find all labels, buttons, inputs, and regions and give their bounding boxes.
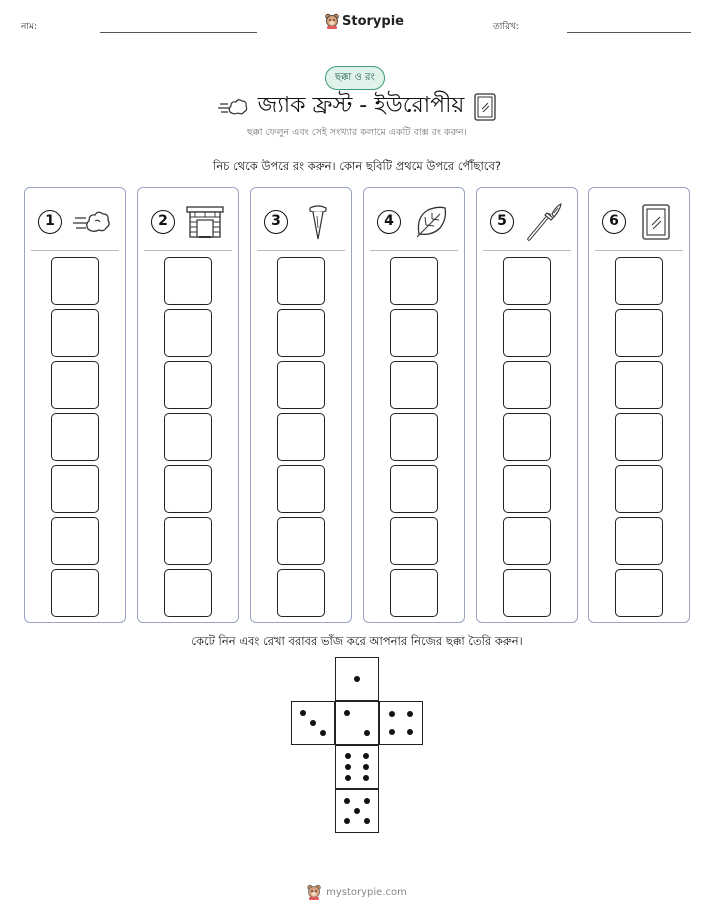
die-pip bbox=[345, 753, 351, 759]
die-face-5 bbox=[335, 789, 379, 833]
die-pip bbox=[407, 729, 413, 735]
color-box[interactable] bbox=[503, 413, 551, 461]
color-box[interactable] bbox=[277, 257, 325, 305]
leaf-icon bbox=[411, 202, 451, 242]
column-header bbox=[589, 202, 689, 242]
column-divider bbox=[370, 250, 458, 251]
name-line[interactable] bbox=[100, 32, 257, 33]
die-pip bbox=[354, 676, 360, 682]
color-box[interactable] bbox=[390, 413, 438, 461]
die-pip bbox=[354, 808, 360, 814]
color-box[interactable] bbox=[164, 413, 212, 461]
color-box[interactable] bbox=[390, 465, 438, 513]
color-box[interactable] bbox=[164, 569, 212, 617]
color-box[interactable] bbox=[615, 361, 663, 409]
page-title: জ্যাক ফ্রস্ট - ইউরোপীয় bbox=[257, 93, 465, 118]
die-pip bbox=[363, 753, 369, 759]
color-box[interactable] bbox=[503, 569, 551, 617]
cut-fold-instruction: কেটে নিন এবং রেখা বরাবর ভাঁজ করে আপনার নিজের ছক্কা তৈরি করুন। bbox=[191, 634, 523, 648]
race-question: নিচ থেকে উপরে রং করুন। কোন ছবিটি প্রথমে উপরে পৌঁছাবে? bbox=[213, 159, 501, 173]
die-pip bbox=[389, 711, 395, 717]
die-pip bbox=[364, 798, 370, 804]
paintbrush-icon bbox=[524, 202, 564, 242]
footer-site-link[interactable]: mystorypie.com bbox=[326, 886, 407, 898]
footer bbox=[0, 884, 714, 900]
icicle-icon bbox=[298, 202, 338, 242]
color-box[interactable] bbox=[615, 569, 663, 617]
die-face-3 bbox=[291, 701, 335, 745]
die-pip bbox=[344, 710, 350, 716]
color-box[interactable] bbox=[390, 257, 438, 305]
die-face-2 bbox=[335, 701, 379, 745]
color-box[interactable] bbox=[390, 569, 438, 617]
name-label: নাম: bbox=[21, 22, 38, 32]
color-box[interactable] bbox=[390, 361, 438, 409]
color-box[interactable] bbox=[51, 569, 99, 617]
die-pip bbox=[344, 818, 350, 824]
column-header bbox=[25, 202, 125, 242]
fireplace-icon bbox=[185, 202, 225, 242]
color-box[interactable] bbox=[615, 309, 663, 357]
color-box[interactable] bbox=[503, 257, 551, 305]
die-pip bbox=[345, 775, 351, 781]
color-box[interactable] bbox=[615, 465, 663, 513]
color-box[interactable] bbox=[164, 257, 212, 305]
die-pip bbox=[389, 729, 395, 735]
color-box[interactable] bbox=[503, 361, 551, 409]
die-face-6 bbox=[335, 745, 379, 789]
date-line[interactable] bbox=[567, 32, 691, 33]
wind-gust-icon bbox=[72, 202, 112, 242]
column-divider bbox=[257, 250, 345, 251]
die-pip bbox=[364, 730, 370, 736]
title-row bbox=[0, 88, 714, 125]
column-number: 5 bbox=[490, 210, 514, 234]
column-divider bbox=[595, 250, 683, 251]
color-box[interactable] bbox=[277, 309, 325, 357]
column-divider bbox=[483, 250, 571, 251]
column-header bbox=[251, 202, 351, 242]
color-box[interactable] bbox=[390, 309, 438, 357]
color-box[interactable] bbox=[164, 465, 212, 513]
color-box[interactable] bbox=[51, 257, 99, 305]
die-pip bbox=[345, 764, 351, 770]
die-pip bbox=[344, 798, 350, 804]
column-5 bbox=[476, 187, 578, 623]
color-box[interactable] bbox=[51, 465, 99, 513]
color-box[interactable] bbox=[51, 517, 99, 565]
column-header bbox=[364, 202, 464, 242]
die-pip bbox=[407, 711, 413, 717]
color-box[interactable] bbox=[164, 309, 212, 357]
color-box[interactable] bbox=[615, 413, 663, 461]
column-divider bbox=[144, 250, 232, 251]
column-number: 2 bbox=[151, 210, 175, 234]
bear-mascot-icon bbox=[325, 13, 339, 29]
die-pip bbox=[363, 775, 369, 781]
mirror-icon bbox=[474, 93, 496, 121]
color-box[interactable] bbox=[503, 465, 551, 513]
color-box[interactable] bbox=[277, 517, 325, 565]
color-box[interactable] bbox=[277, 465, 325, 513]
die-pip bbox=[310, 720, 316, 726]
instructions-subtitle: ছক্কা ফেলুন এবং সেই সংখ্যার কলামে একটি বাক্স রং করুন। bbox=[247, 127, 467, 138]
column-6 bbox=[588, 187, 690, 623]
color-box[interactable] bbox=[503, 309, 551, 357]
die-pip bbox=[364, 818, 370, 824]
column-number: 3 bbox=[264, 210, 288, 234]
die-pip bbox=[363, 764, 369, 770]
brand-logo bbox=[325, 13, 404, 29]
color-box[interactable] bbox=[503, 517, 551, 565]
die-face-4 bbox=[379, 701, 423, 745]
die-pip bbox=[320, 730, 326, 736]
color-box[interactable] bbox=[390, 517, 438, 565]
color-box[interactable] bbox=[164, 517, 212, 565]
brand-name: Storypie bbox=[342, 13, 404, 29]
column-2 bbox=[137, 187, 239, 623]
column-3 bbox=[250, 187, 352, 623]
color-box[interactable] bbox=[51, 413, 99, 461]
color-box[interactable] bbox=[615, 257, 663, 305]
column-divider bbox=[31, 250, 119, 251]
column-number: 1 bbox=[38, 210, 62, 234]
date-label: তারিখ: bbox=[493, 22, 519, 32]
column-4 bbox=[363, 187, 465, 623]
color-box[interactable] bbox=[164, 361, 212, 409]
color-box[interactable] bbox=[277, 361, 325, 409]
column-header bbox=[138, 202, 238, 242]
column-number: 6 bbox=[602, 210, 626, 234]
mirror-icon bbox=[636, 202, 676, 242]
color-box[interactable] bbox=[277, 413, 325, 461]
color-box[interactable] bbox=[51, 361, 99, 409]
column-1 bbox=[24, 187, 126, 623]
column-header bbox=[477, 202, 577, 242]
die-face-1 bbox=[335, 657, 379, 701]
column-number: 4 bbox=[377, 210, 401, 234]
bear-mascot-icon bbox=[307, 884, 321, 900]
wind-gust-icon bbox=[218, 96, 248, 118]
game-badge: ছক্কা ও রং bbox=[325, 66, 385, 90]
die-pip bbox=[300, 710, 306, 716]
color-box[interactable] bbox=[277, 569, 325, 617]
color-box[interactable] bbox=[615, 517, 663, 565]
color-box[interactable] bbox=[51, 309, 99, 357]
